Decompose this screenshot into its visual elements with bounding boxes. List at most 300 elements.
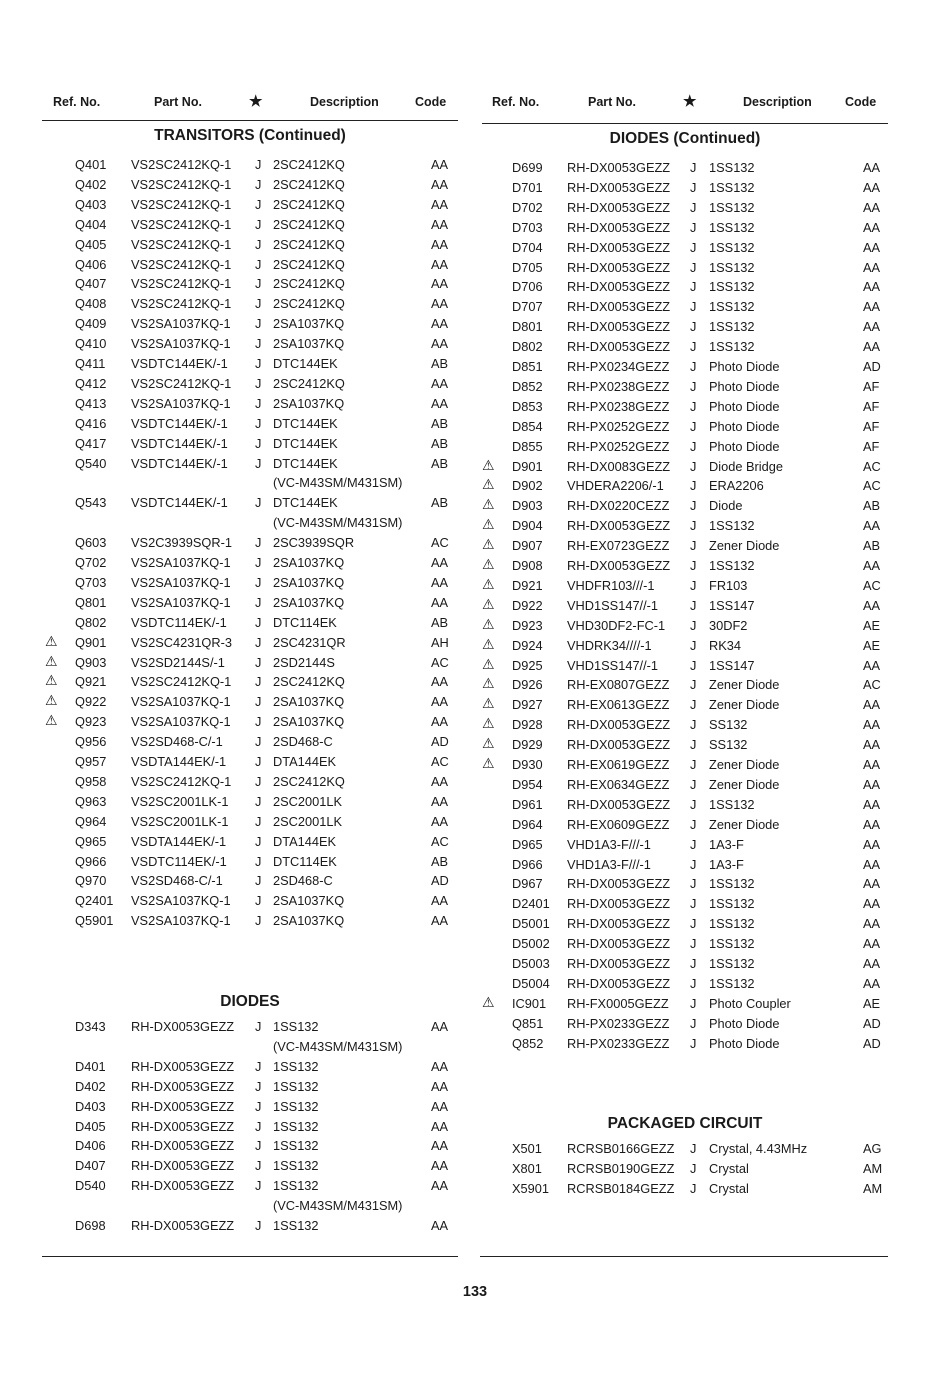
caution-triangle-icon: ⚠ xyxy=(482,516,495,533)
table-row xyxy=(0,857,950,877)
ref-no-cell: Q702 xyxy=(75,555,107,570)
mark-cell: J xyxy=(690,737,697,753)
ref-no-cell: Q413 xyxy=(75,395,107,411)
code-cell: AC xyxy=(863,677,881,693)
ref-no-cell: D964 xyxy=(512,816,543,832)
table-row xyxy=(0,439,950,459)
mark-cell: J xyxy=(255,455,262,471)
mark-cell: J xyxy=(690,936,697,952)
part-no-cell: VSDTC144EK/-1 xyxy=(131,415,228,431)
ref-no-cell: Q411 xyxy=(75,356,106,371)
caution-triangle-icon: ⚠ xyxy=(482,595,495,612)
description-cell: 1SS132 xyxy=(273,1118,319,1134)
mark-cell: J xyxy=(255,435,262,451)
ref-no-cell: Q964 xyxy=(75,813,107,829)
code-cell: AD xyxy=(431,873,449,889)
description-cell: Zener Diode xyxy=(709,538,780,554)
ref-no-cell: X801 xyxy=(512,1160,542,1176)
ref-no-cell: Q417 xyxy=(75,435,107,451)
model-note: (VC-M43SM/M431SM) xyxy=(273,515,403,531)
table-row xyxy=(0,1079,950,1099)
code-cell: AA xyxy=(863,199,881,215)
code-cell: AA xyxy=(863,936,881,952)
description-cell: 1SS132 xyxy=(709,558,755,573)
mark-cell: J xyxy=(255,236,262,252)
part-no-cell: VS2C3939SQR-1 xyxy=(131,535,233,551)
code-cell: AA xyxy=(431,1218,449,1233)
table-row xyxy=(0,655,950,678)
description-cell: Photo Diode xyxy=(709,1015,780,1031)
description-cell: DTC114EK xyxy=(273,614,337,630)
part-no-cell: VSDTC144EK/-1 xyxy=(131,455,228,471)
mark-cell: J xyxy=(255,614,262,630)
ref-no-cell: D2401 xyxy=(512,896,550,912)
code-cell: AA xyxy=(863,597,881,613)
ref-no-cell: D929 xyxy=(512,737,543,753)
description-cell: 2SA1037KQ xyxy=(273,594,345,610)
table-row xyxy=(0,737,950,757)
code-cell: AD xyxy=(863,1035,881,1051)
code-cell: AA xyxy=(863,697,881,713)
mark-cell: J xyxy=(690,896,697,912)
description-cell: Diode Bridge xyxy=(709,458,783,474)
ref-no-cell: D921 xyxy=(512,577,543,593)
ref-no-cell: Q852 xyxy=(512,1035,544,1051)
caution-triangle-icon: ⚠ xyxy=(482,655,495,672)
ref-no-cell: Q416 xyxy=(75,415,107,431)
code-cell: AA xyxy=(431,196,449,212)
code-cell: AA xyxy=(431,375,449,391)
mark-cell: J xyxy=(690,398,697,414)
ref-no-cell: D904 xyxy=(512,518,543,534)
part-no-cell: VHDERA2206/-1 xyxy=(567,478,664,494)
description-cell: Crystal xyxy=(709,1180,749,1196)
part-no-cell: RH-PX0234GEZZ xyxy=(567,359,670,374)
caution-triangle-icon: ⚠ xyxy=(482,993,495,1010)
mark-cell: J xyxy=(690,319,697,335)
part-no-cell: RH-DX0053GEZZ xyxy=(567,518,671,534)
mark-cell: J xyxy=(255,1178,262,1194)
part-no-cell: RH-PX0238GEZZ xyxy=(567,398,670,414)
description-cell: 2SD468-C xyxy=(273,873,333,889)
part-no-cell: RH-DX0053GEZZ xyxy=(567,876,671,892)
ref-no-cell: D401 xyxy=(75,1058,106,1074)
description-cell: 1SS132 xyxy=(273,1058,319,1074)
description-cell: 1SS132 xyxy=(709,956,755,971)
code-cell: AA xyxy=(863,737,881,753)
ref-no-cell: D925 xyxy=(512,657,543,673)
ref-no-cell: Q958 xyxy=(75,773,107,789)
header-ref-no: Ref. No. xyxy=(53,95,101,109)
header-code-right: Code xyxy=(845,95,877,109)
code-cell: AA xyxy=(863,816,881,832)
ref-no-cell: Q703 xyxy=(75,574,107,590)
code-cell: AC xyxy=(863,458,881,474)
ref-no-cell: Q401 xyxy=(75,157,107,172)
mark-cell: J xyxy=(690,279,697,295)
caution-triangle-icon: ⚠ xyxy=(45,652,58,669)
description-cell: 1SS132 xyxy=(709,975,755,991)
code-cell: AA xyxy=(431,1078,449,1094)
code-cell: AC xyxy=(431,654,449,670)
code-cell: AB xyxy=(431,495,449,511)
description-cell: 2SA1037KQ xyxy=(273,316,345,332)
part-no-cell: RH-EX0609GEZZ xyxy=(567,816,670,832)
mark-cell: J xyxy=(255,356,262,371)
code-cell: AA xyxy=(863,299,881,315)
code-cell: AA xyxy=(863,916,881,932)
code-cell: AE xyxy=(863,995,881,1011)
ref-no-cell: Q407 xyxy=(75,276,107,292)
caution-triangle-icon: ⚠ xyxy=(45,632,58,649)
code-cell: AB xyxy=(863,538,881,554)
part-no-cell: RH-DX0053GEZZ xyxy=(131,1138,235,1154)
code-cell: AB xyxy=(431,614,449,630)
part-no-cell: RH-DX0053GEZZ xyxy=(567,199,671,215)
ref-no-cell: D703 xyxy=(512,219,543,235)
ref-no-cell: X5901 xyxy=(512,1180,550,1196)
part-no-cell: VHD1SS147//-1 xyxy=(567,597,659,613)
mark-cell: J xyxy=(255,574,262,590)
description-cell: Photo Diode xyxy=(709,398,780,414)
part-no-cell: RH-DX0053GEZZ xyxy=(567,299,671,315)
mark-cell: J xyxy=(690,1180,697,1196)
code-cell: AA xyxy=(431,793,449,809)
description-cell: Photo Coupler xyxy=(709,995,791,1011)
part-no-cell: RH-EX0613GEZZ xyxy=(567,697,670,713)
code-cell: AA xyxy=(431,1138,449,1154)
code-cell: AA xyxy=(431,714,449,730)
table-row xyxy=(0,379,950,399)
description-cell: FR103 xyxy=(709,577,748,593)
table-row xyxy=(0,1119,950,1139)
code-cell: AA xyxy=(431,1118,449,1134)
part-no-cell: RH-DX0053GEZZ xyxy=(567,558,671,573)
mark-cell: J xyxy=(255,853,262,869)
table-row xyxy=(0,359,950,379)
part-no-cell: VS2SC2001LK-1 xyxy=(131,813,229,829)
ref-no-cell: D701 xyxy=(512,179,543,195)
mark-cell: J xyxy=(255,157,262,172)
table-row xyxy=(0,635,950,658)
mark-cell: J xyxy=(255,793,262,809)
code-cell: AA xyxy=(863,856,881,872)
description-cell: SS132 xyxy=(709,737,748,753)
mark-cell: J xyxy=(690,1035,697,1051)
part-no-cell: VS2SC2412KQ-1 xyxy=(131,276,232,292)
mark-cell: J xyxy=(690,1160,697,1176)
caution-triangle-icon: ⚠ xyxy=(482,635,495,652)
mark-cell: J xyxy=(255,1098,262,1114)
table-row xyxy=(0,240,950,260)
description-cell: DTC144EK xyxy=(273,495,338,511)
description-cell: 1SS132 xyxy=(273,1019,319,1034)
mark-cell: J xyxy=(255,336,262,352)
code-cell: AA xyxy=(863,796,881,812)
description-cell: Zener Diode xyxy=(709,697,780,713)
part-no-cell: VSDTC144EK/-1 xyxy=(131,435,228,451)
table-row xyxy=(0,956,950,976)
part-no-cell: RH-DX0053GEZZ xyxy=(567,219,671,235)
mark-cell: J xyxy=(255,714,262,730)
code-cell: AA xyxy=(431,773,449,789)
code-cell: AA xyxy=(431,157,449,172)
code-cell: AA xyxy=(863,239,881,255)
mark-cell: J xyxy=(255,694,262,710)
mark-cell: J xyxy=(690,637,697,653)
part-no-cell: VHD1A3-F///-1 xyxy=(567,856,651,872)
ref-no-cell: X501 xyxy=(512,1141,542,1156)
mark-cell: J xyxy=(255,634,262,650)
table-row xyxy=(0,993,950,1016)
description-cell: DTC144EK xyxy=(273,415,338,431)
mark-cell: J xyxy=(255,176,262,192)
mark-cell: J xyxy=(255,1019,262,1034)
part-no-cell: VS2SC2412KQ-1 xyxy=(131,176,232,192)
model-note: (VC-M43SM/M431SM) xyxy=(273,1038,403,1054)
description-cell: 1SS132 xyxy=(709,896,755,912)
code-cell: AA xyxy=(863,717,881,733)
description-cell: 2SC2412KQ xyxy=(273,674,345,690)
ref-no-cell: Q901 xyxy=(75,634,107,650)
table-row xyxy=(0,615,950,638)
mark-cell: J xyxy=(690,438,697,454)
description-cell: 1SS132 xyxy=(709,199,755,215)
mark-cell: J xyxy=(690,179,697,195)
part-no-cell: VS2SC2412KQ-1 xyxy=(131,157,232,172)
description-cell: 2SC2412KQ xyxy=(273,276,345,292)
ref-no-cell: Q5901 xyxy=(75,913,114,929)
ref-no-cell: Q970 xyxy=(75,873,107,889)
mark-cell: J xyxy=(690,160,697,175)
mark-cell: J xyxy=(255,594,262,610)
ref-no-cell: D854 xyxy=(512,418,543,434)
table-row xyxy=(0,180,950,200)
code-cell: AA xyxy=(431,574,449,590)
part-no-cell: RH-EX0634GEZZ xyxy=(567,776,670,792)
mark-cell: J xyxy=(690,239,697,255)
mark-cell: J xyxy=(690,538,697,554)
part-no-cell: RH-DX0053GEZZ xyxy=(567,319,671,335)
description-cell: 1SS132 xyxy=(709,796,755,812)
ref-no-cell: Q851 xyxy=(512,1015,544,1031)
mark-cell: J xyxy=(255,276,262,292)
mark-cell: J xyxy=(690,259,697,275)
table-row xyxy=(0,456,950,479)
table-row xyxy=(0,498,950,518)
part-no-cell: RH-EX0807GEZZ xyxy=(567,677,670,693)
description-cell: 1SS132 xyxy=(709,518,755,534)
code-cell: AA xyxy=(431,336,449,352)
description-cell: 2SC2412KQ xyxy=(273,773,345,789)
description-cell: Zener Diode xyxy=(709,816,780,832)
table-row xyxy=(0,677,950,697)
code-cell: AA xyxy=(863,776,881,792)
mark-cell: J xyxy=(690,657,697,673)
mark-cell: J xyxy=(690,378,697,394)
ref-no-cell: D706 xyxy=(512,279,543,295)
ref-no-cell: D343 xyxy=(75,1019,106,1034)
ref-no-cell: Q408 xyxy=(75,296,107,312)
part-no-cell: VSDTA144EK/-1 xyxy=(131,833,227,849)
table-row xyxy=(0,837,950,857)
ref-no-cell: Q603 xyxy=(75,535,107,551)
ref-no-cell: Q957 xyxy=(75,754,107,769)
code-cell: AF xyxy=(863,418,880,434)
mark-cell: J xyxy=(255,654,262,670)
code-cell: AB xyxy=(863,498,881,514)
part-no-cell: RH-DX0053GEZZ xyxy=(131,1078,235,1094)
part-no-cell: VS2SA1037KQ-1 xyxy=(131,336,231,352)
code-cell: AA xyxy=(863,896,881,912)
ref-no-cell: Q406 xyxy=(75,256,107,272)
description-cell: Photo Diode xyxy=(709,438,780,454)
caution-triangle-icon: ⚠ xyxy=(482,695,495,712)
description-cell: 2SC4231QR xyxy=(273,634,346,650)
code-cell: AB xyxy=(431,435,449,451)
code-cell: AA xyxy=(863,259,881,275)
page-number: 133 xyxy=(462,1284,488,1300)
part-no-cell: VS2SA1037KQ-1 xyxy=(131,395,231,411)
part-no-cell: RH-DX0053GEZZ xyxy=(567,239,671,255)
mark-cell: J xyxy=(690,836,697,852)
caution-triangle-icon: ⚠ xyxy=(45,692,58,709)
part-no-cell: VS2SD468-C/-1 xyxy=(131,873,223,889)
part-no-cell: VHD1A3-F///-1 xyxy=(567,836,651,852)
part-no-cell: VS2SC2412KQ-1 xyxy=(131,256,232,272)
part-no-cell: VS2SA1037KQ-1 xyxy=(131,714,231,730)
description-cell: RK34 xyxy=(709,637,742,653)
ref-no-cell: D699 xyxy=(512,160,543,175)
code-cell: AA xyxy=(863,219,881,235)
ref-no-cell: D5002 xyxy=(512,936,550,952)
header-rule-right xyxy=(482,123,888,124)
description-cell: DTA144EK xyxy=(273,833,337,849)
header-star: ★ xyxy=(249,93,263,110)
description-cell: 2SC2001LK xyxy=(273,813,343,829)
table-row xyxy=(0,697,950,717)
description-cell: DTC144EK xyxy=(273,455,338,471)
description-cell: 1SS132 xyxy=(709,279,755,295)
code-cell: AA xyxy=(863,179,881,195)
code-cell: AA xyxy=(863,836,881,852)
mark-cell: J xyxy=(690,776,697,792)
code-cell: AA xyxy=(431,1178,449,1194)
part-no-cell: VS2SA1037KQ-1 xyxy=(131,574,231,590)
description-cell: 1SS132 xyxy=(709,876,755,892)
table-row xyxy=(0,220,950,240)
description-cell: 2SC2412KQ xyxy=(273,176,345,192)
mark-cell: J xyxy=(255,913,262,929)
header-description: Description xyxy=(310,95,379,109)
ref-no-cell: Q965 xyxy=(75,833,107,849)
mark-cell: J xyxy=(255,216,262,232)
code-cell: AA xyxy=(431,256,449,272)
ref-no-cell: D965 xyxy=(512,836,543,852)
part-no-cell: RH-DX0053GEZZ xyxy=(567,975,671,991)
mark-cell: J xyxy=(255,674,262,690)
ref-no-cell: D967 xyxy=(512,876,543,892)
mark-cell: J xyxy=(255,734,262,750)
ref-no-cell: D407 xyxy=(75,1158,106,1174)
code-cell: AA xyxy=(863,339,881,355)
mark-cell: J xyxy=(690,1141,697,1156)
part-no-cell: VS2SC2412KQ-1 xyxy=(131,236,232,252)
code-cell: AA xyxy=(431,236,449,252)
part-no-cell: RH-DX0053GEZZ xyxy=(567,916,671,932)
description-cell: 1SS132 xyxy=(273,1158,319,1174)
code-cell: AB xyxy=(431,415,449,431)
description-cell: 2SD2144S xyxy=(273,654,335,670)
part-no-cell: VS2SD2144S/-1 xyxy=(131,654,225,670)
ref-no-cell: D930 xyxy=(512,757,543,772)
ref-no-cell: IC901 xyxy=(512,995,547,1011)
code-cell: AD xyxy=(863,1015,881,1031)
ref-no-cell: Q409 xyxy=(75,316,107,332)
description-cell: 2SC2412KQ xyxy=(273,375,345,391)
ref-no-cell: D540 xyxy=(75,1178,106,1194)
mark-cell: J xyxy=(255,1218,262,1233)
code-cell: AA xyxy=(431,316,449,332)
caution-triangle-icon: ⚠ xyxy=(482,456,495,473)
table-row xyxy=(0,160,950,180)
description-cell: 1SS132 xyxy=(709,259,755,275)
caution-triangle-icon: ⚠ xyxy=(482,556,495,572)
part-no-cell: RH-DX0053GEZZ xyxy=(131,1178,235,1194)
description-cell: 2SA1037KQ xyxy=(273,574,345,590)
section-title-diodes: DIODES xyxy=(220,993,280,1010)
part-no-cell: RH-DX0053GEZZ xyxy=(131,1158,235,1174)
table-row xyxy=(0,200,950,220)
code-cell: AB xyxy=(431,455,449,471)
mark-cell: J xyxy=(255,773,262,789)
part-no-cell: RH-PX0252GEZZ xyxy=(567,418,670,434)
ref-no-cell: D702 xyxy=(512,199,543,215)
table-row xyxy=(0,538,950,558)
ref-no-cell: D926 xyxy=(512,677,543,693)
code-cell: AD xyxy=(431,734,449,750)
code-cell: AA xyxy=(863,757,881,772)
ref-no-cell: Q543 xyxy=(75,495,107,511)
code-cell: AA xyxy=(431,674,449,690)
header-part-no: Part No. xyxy=(154,95,202,109)
ref-no-cell: D5001 xyxy=(512,916,550,932)
ref-no-cell: D927 xyxy=(512,697,543,713)
mark-cell: J xyxy=(255,813,262,829)
description-cell: 2SC2412KQ xyxy=(273,157,345,172)
mark-cell: J xyxy=(255,415,262,431)
description-cell: Crystal xyxy=(709,1160,749,1176)
ref-no-cell: D402 xyxy=(75,1078,106,1094)
ref-no-cell: D5003 xyxy=(512,956,550,971)
description-cell: 1SS132 xyxy=(709,239,755,255)
part-no-cell: VHDFR103///-1 xyxy=(567,577,655,593)
code-cell: AE xyxy=(863,637,881,653)
code-cell: AA xyxy=(863,279,881,295)
section-title-transistors: TRANSITORS (Continued) xyxy=(154,127,346,144)
ref-no-cell: D707 xyxy=(512,299,543,315)
code-cell: AA xyxy=(863,518,881,534)
table-row xyxy=(0,1218,950,1238)
ref-no-cell: D924 xyxy=(512,637,543,653)
code-cell: AA xyxy=(863,319,881,335)
description-cell: DTC144EK xyxy=(273,435,338,451)
part-no-cell: VSDTC114EK/-1 xyxy=(131,853,227,869)
part-no-cell: VHD30DF2-FC-1 xyxy=(567,617,666,633)
ref-no-cell: D406 xyxy=(75,1138,106,1154)
part-no-cell: RH-DX0053GEZZ xyxy=(567,339,671,355)
ref-no-cell: Q412 xyxy=(75,375,107,391)
